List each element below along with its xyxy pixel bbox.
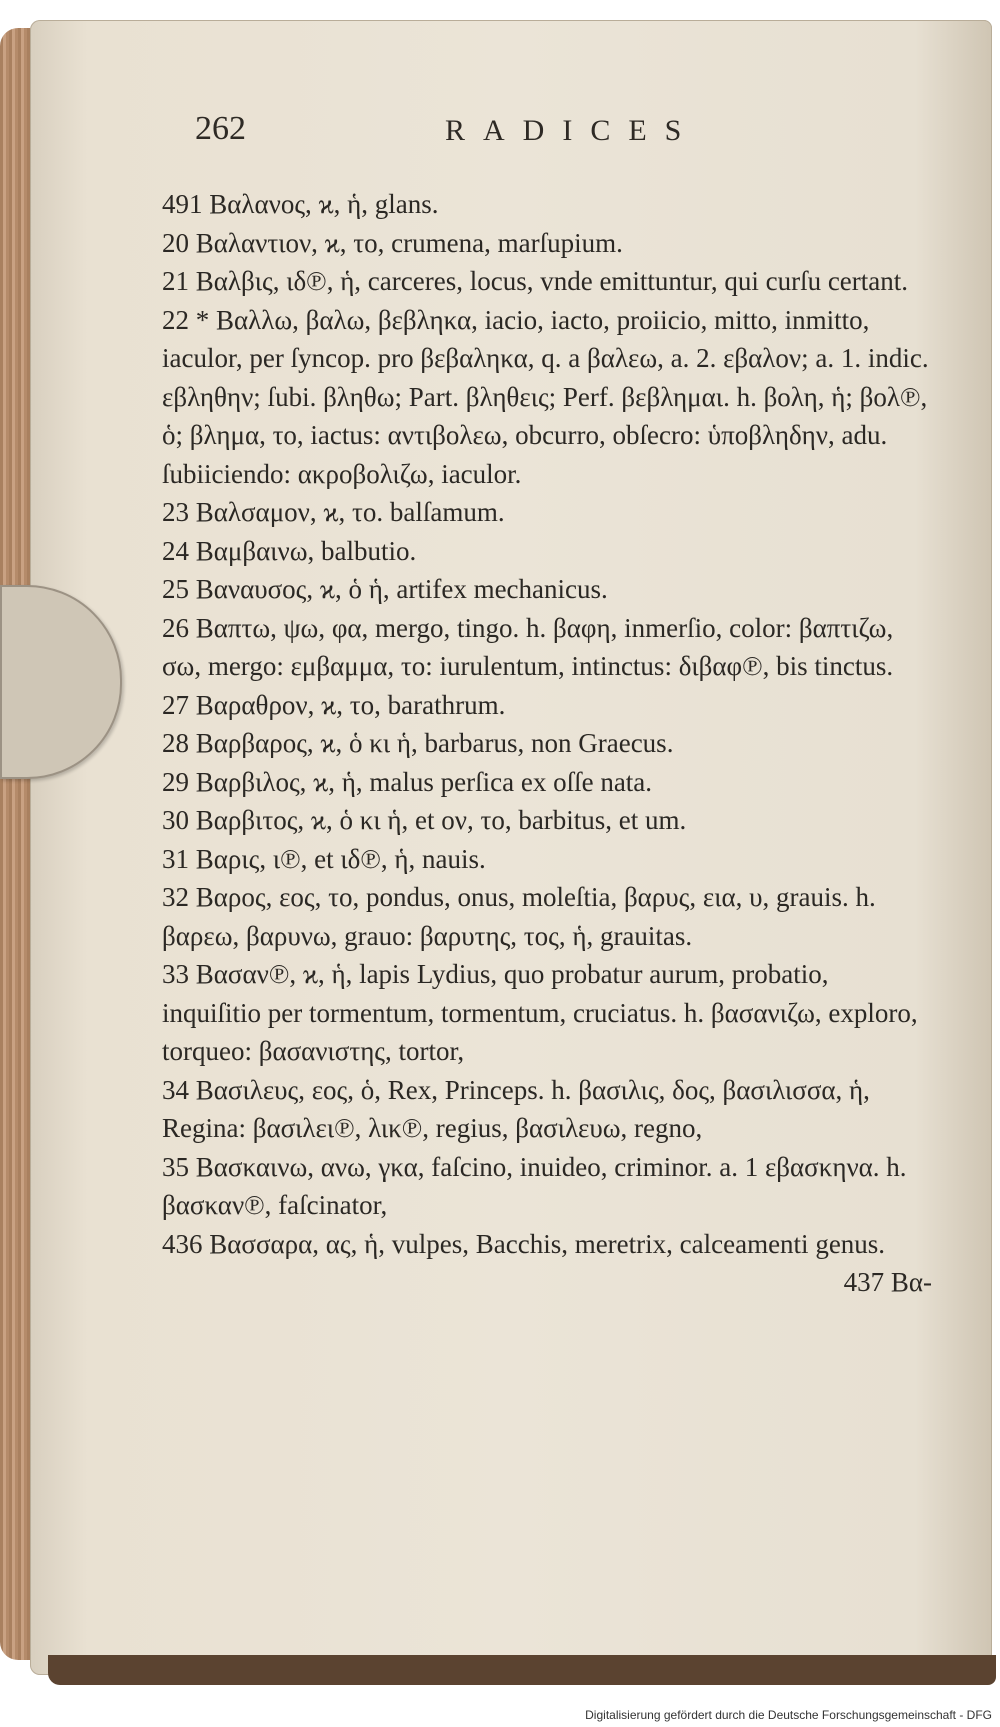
entry-28: 28 Βαρβαρος, ϰ, ὁ κι ἡ, barbarus, non Graecus. [162, 728, 674, 758]
entry-31: 31 Βαρις, ι℗, et ιδ℗, ἡ, nauis. [162, 843, 486, 874]
entry-29: 29 Βαρβιλος, ϰ, ἡ, malus perſica ex oſſe nata. [162, 766, 653, 797]
entry-20: 20 Βαλαντιον, ϰ, το, crumena, marſupium. [162, 227, 623, 258]
page-number: 262 [195, 110, 246, 147]
catchword: 437 Βα- [843, 1267, 932, 1297]
entry-24: 24 Βαμβαινω, balbutio. [162, 535, 417, 566]
entry-22: 22 * Βαλλω, βαλω, βεβληκα, iacio, iacto, proiicio, mitto, inmitto, iaculor, per ſyncop. pro βεβαληκα, q. a βαλεω, a. 2. εβαλον; a. 1. indic. εβληθην; ſubi. βληθω; Part. βληθεις; Perf. βεβλημαι. h. βολη, ἡ; βολ℗, ὁ; βλημα, το, iactus: αντιβολεω, obcurro, obſecro: ὑποβληδην, adu. ſubiiciendo: ακροβολιζω, iaculor. [162, 304, 929, 489]
entry-30: 30 Βαρβιτος, ϰ, ὁ κι ἡ, et ον, το, barbitus, et um. [162, 805, 687, 835]
running-head [195, 110, 755, 154]
entry-27: 27 Βαραθρον, ϰ, το, barathrum. [162, 689, 506, 720]
entry-34: 34 Βασιλευς, εος, ὁ, Rex, Princeps. h. βασιλις, δος, βασιλισσα, ἡ, Regina: βασιλει℗, λικ℗, regius, βασιλευω, regno, [162, 1074, 870, 1143]
entry-21: 21 Βαλβις, ιδ℗, ἡ, carceres, locus, vnde emittuntur, qui curſu certant. [162, 266, 909, 296]
entry-35: 35 Βασκαινω, ανω, γκα, faſcino, inuideo, criminor. a. 1 εβασκηνα. h. βασκαν℗, faſcinator, [162, 1151, 907, 1220]
digitization-credit: Digitalisierung gefördert durch die Deutsche Forschungsgemeinschaft - DFG [585, 1708, 992, 1722]
dictionary-text [162, 185, 932, 1297]
entry-436: 436 Βασσαρα, ας, ἡ, vulpes, Bacchis, meretrix, calceamenti genus. [162, 1228, 886, 1259]
running-title: RADICES [445, 114, 700, 147]
entry-491: 491 Βαλανος, ϰ, ἡ, glans. [162, 189, 439, 219]
page-bottom-edge [48, 1655, 996, 1685]
entry-33: 33 Βασαν℗, ϰ, ἡ, lapis Lydius, quo probatur aurum, probatio, inquiſitio per tormentum, tormentum, cruciatus. h. βασανιζω, exploro, torqueo: βασανιστης, tortor, [162, 959, 918, 1066]
entry-23: 23 Βαλσαμον, ϰ, το. balſamum. [162, 497, 505, 527]
entry-32: 32 Βαρος, εος, το, pondus, onus, moleſtia, βαρυς, εια, υ, grauis. h. βαρεω, βαρυνω, grauo: βαρυτης, τος, ἡ, grauitas. [162, 882, 876, 951]
entry-25: 25 Βαναυσος, ϰ, ὁ ἡ, artifex mechanicus. [162, 574, 608, 604]
entry-26: 26 Βαπτω, ψω, φα, mergo, tingo. h. βαφη, inmerſio, color: βαπτιζω, σω, mergo: εμβαμμα, το: iurulentum, intinctus: διβαφ℗, bis tinctus. [162, 612, 894, 681]
